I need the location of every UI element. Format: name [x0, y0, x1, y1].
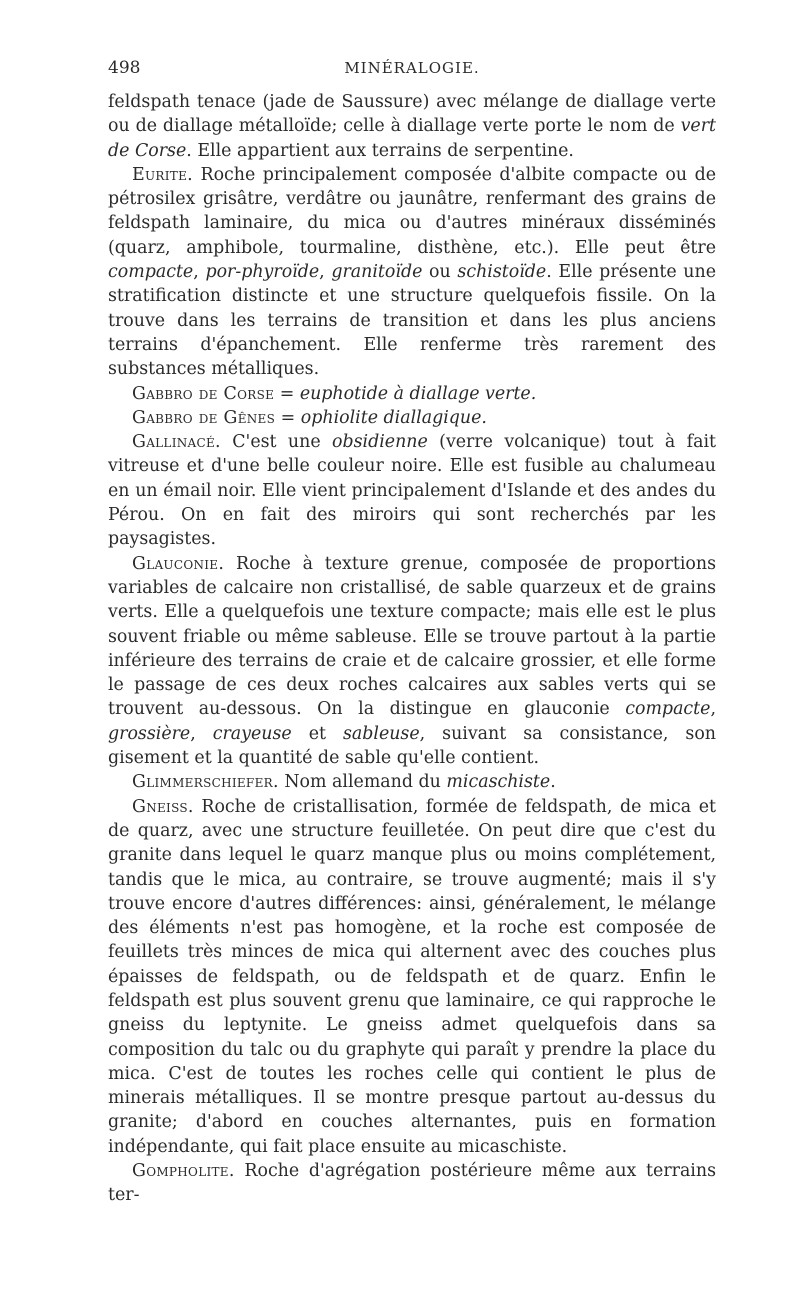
italic-text: crayeuse: [212, 723, 292, 744]
text-segment: . Elle appartient aux terrains de serpentine.: [186, 140, 574, 161]
entry-term: Gabbro de Corse: [132, 383, 275, 404]
running-title: MINÉRALOGIE.: [344, 59, 480, 77]
page-number: 498: [108, 58, 141, 78]
italic-text: ophiolite diallagique.: [300, 407, 487, 428]
italic-text: compacte: [108, 262, 194, 283]
entry-term: Gompholite.: [132, 1161, 235, 1182]
text-segment: feldspath tenace (jade de Saussure) avec mélange de diallage verte ou de diallage métalloïde; celle à diallage verte porte le nom de: [108, 92, 716, 137]
paragraph: [108, 1159, 716, 1208]
text-segment: Roche principalement composée d'albite compacte ou de pétrosilex grisâtre, verdâtre ou jaunâtre, renfermant des grains de feldspath laminaire, du mica ou d'autres minéraux disséminés (quarz, amphibole, tourmaline, disthène, etc.). Elle peut être: [108, 164, 716, 258]
paragraph: [108, 552, 716, 771]
entry-term: Eurite.: [132, 164, 193, 185]
entry-term: Gabbro de Gênes: [132, 407, 276, 428]
italic-text: vert de Corse: [108, 116, 716, 161]
text-segment: Nom allemand du: [278, 772, 447, 793]
italic-text: schistoïde: [457, 262, 547, 283]
italic-text: granitoïde: [331, 262, 423, 283]
entry-term: Glauconie.: [132, 553, 225, 574]
text-segment: . Elle présente une stratification distincte et une structure quelquefois fissile. On la trouve dans les terrains de transition et dans les plus anciens terrains d'épanchement. Elle renferme très rarement des substances métalliques.: [108, 262, 716, 380]
text-segment: ou: [422, 262, 458, 283]
text-segment: Roche d'agrégation postérieure même aux terrains ter-: [108, 1161, 716, 1206]
text-segment: ,: [319, 262, 332, 283]
italic-text: por-phyroïde: [205, 262, 320, 283]
text-segment: .: [550, 772, 556, 793]
paragraph: [108, 163, 716, 382]
italic-text: micaschiste: [446, 772, 551, 793]
entry-term: Gallinacé.: [132, 432, 221, 453]
text-segment: C'est une: [220, 432, 332, 453]
paragraph: [108, 430, 716, 551]
text-segment: Roche de cristallisation, formée de feldspath, de mica et de quarz, avec une structure feuilletée. On peut dire que c'est du granite dans lequel le quarz manque plus ou moins complétement, tandis que le mica, au contraire, se trouve augmenté; mais il s'y trouve encore d'autres différences: ainsi, généralement, le mélange des éléments n'est pas homogène, et la roche est composée de feuillets très minces de mica qui alternent avec des couches plus épaisses de feldspath, ou de feldspath et de quarz. Enfin le feldspath est plus souvent grenu que laminaire, ce qui rapproche le gneiss du leptynite. Le gneiss admet quelquefois dans sa composition du talc ou du graphyte qui paraît y prendre la place du mica. C'est de toutes les roches celle qui contient le plus de minerais métalliques. Il se montre presque partout au-dessus du granite; d'abord en couches alternantes, puis en formation indépendante, qui fait place ensuite au micaschiste.: [108, 796, 716, 1157]
italic-text: obsidienne: [332, 432, 428, 453]
text-segment: , suivant sa consistance, son gisement et la quantité de sable qu'elle contient.: [108, 723, 716, 769]
italic-text: compacte: [625, 699, 711, 720]
entry-term: Gneiss.: [132, 796, 194, 817]
paragraph: [108, 770, 716, 794]
text-segment: (verre volcanique) tout à fait vitreuse et d'une belle couleur noire. Elle est fusible au chalumeau en un émail noir. Elle vient principalement d'Islande et des andes du Pérou. On en fait des miroirs qui sont recherchés par les paysagistes.: [108, 432, 716, 550]
entry-term: Glimmerschiefer.: [132, 772, 279, 793]
text-segment: ,: [193, 262, 206, 283]
italic-text: euphotide à diallage verte.: [299, 383, 537, 404]
paragraph: [108, 382, 716, 406]
text-segment: ,: [190, 723, 213, 744]
paragraph: [108, 90, 716, 163]
paragraph: [108, 795, 716, 1159]
text-segment: =: [275, 407, 301, 428]
body-text: [108, 90, 716, 1208]
text-segment: Roche à texture grenue, composée de proportions variables de calcaire non cristallisé, de sable quarzeux et de grains verts. Elle a quelquefois une texture compacte; mais elle est le plus souvent friable ou même sableuse. Elle se trouve partout à la partie inférieure des terrains de craie et de calcaire grossier, et elle forme le passage de ces deux roches calcaires aux sables verts qui se trouvent au-dessous. On la distingue en glauconie: [108, 553, 716, 720]
text-segment: et: [291, 723, 343, 744]
paragraph: [108, 406, 716, 430]
italic-text: sableuse: [342, 723, 420, 744]
running-head: [108, 58, 716, 90]
italic-text: grossière: [108, 723, 191, 744]
text-segment: =: [274, 383, 300, 404]
text-segment: ,: [710, 699, 716, 720]
